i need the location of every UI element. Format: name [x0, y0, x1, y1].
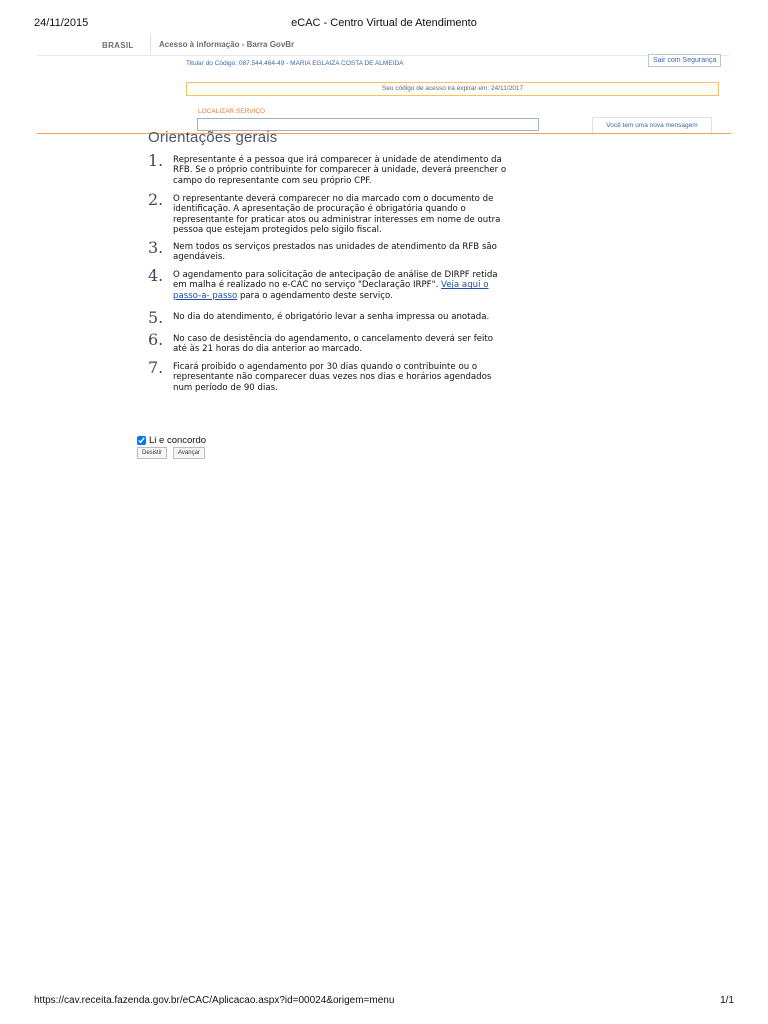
gov-bar-divider	[150, 34, 151, 54]
access-expiry-notice: Seu código de acesso irá expirar em: 24/11/2017	[186, 82, 719, 96]
agree-label: Li e concordo	[149, 435, 207, 446]
list-item-number: 2.	[148, 190, 164, 209]
agree-field[interactable]	[137, 435, 206, 446]
search-label: LOCALIZAR SERVIÇO	[198, 108, 266, 115]
print-page-number: 1/1	[720, 995, 734, 1006]
print-page-title: eCAC - Centro Virtual de Atendimento	[291, 17, 477, 29]
gov-acesso-link[interactable]: Acesso à informação - Barra GovBr	[159, 40, 295, 49]
list-item-number: 6.	[148, 330, 164, 349]
agree-checkbox[interactable]	[137, 436, 146, 445]
list-item-text: No dia do atendimento, é obrigatório levar a senha impressa ou anotada.	[173, 312, 490, 322]
list-item-number: 3.	[148, 238, 164, 257]
list-item-text-start: O agendamento para solicitação de antecipação de análise de DIRPF retida em malha é realizado no e-CAC no serviço "Declaração IRPF".	[173, 270, 498, 291]
list-item-text: O representante deverá comparecer no dia marcado com o documento de identificação. A apresentação de procuração é obrigatória quando o representante for praticar atos ou administrar interesses em nome de outra pessoa que estejam protegidos pelo sigilo fiscal.	[173, 194, 501, 236]
desistir-button[interactable]: Desistir	[137, 447, 167, 459]
list-item-text-end: para o agendamento deste serviço.	[237, 290, 393, 301]
list-item-number: 5.	[148, 308, 164, 327]
list-item-number: 1.	[148, 151, 164, 170]
gov-bar	[37, 33, 729, 56]
passo-a-passo-link[interactable]: Veja aqui o passo-a- passo	[173, 280, 489, 301]
list-item-text: Ficará proibido o agendamento por 30 dias quando o contribuinte ou o representante não comparecer duas vezes nos dias e horários agendados num período de 90 dias.	[173, 362, 492, 393]
avancar-button[interactable]: Avançar	[173, 447, 205, 459]
logout-button[interactable]: Sair com Segurança	[648, 54, 721, 67]
list-item-number: 4.	[148, 266, 164, 285]
gov-brasil-link[interactable]: BRASIL	[102, 41, 134, 50]
new-message-link[interactable]: Você tem uma nova mensagem	[592, 117, 712, 134]
list-item-text: Representante é a pessoa que irá comparecer à unidade de atendimento da RFB. Se o próprio contribuinte for comparecer à unidade, deverá preencher o campo do representante com seu próprio CPF.	[173, 155, 507, 186]
header-divider	[37, 133, 731, 134]
list-item-number: 7.	[148, 358, 164, 377]
user-titular-info: Titular do Código: 087.544.464-49 - MARIA EGLAIZA COSTA DE ALMEIDA	[186, 60, 404, 67]
page-title: Orientações gerais	[148, 129, 278, 146]
print-date: 24/11/2015	[34, 17, 89, 29]
print-url: https://cav.receita.fazenda.gov.br/eCAC/Aplicacao.aspx?id=00024&origem=menu	[34, 995, 395, 1006]
list-item-text	[173, 270, 509, 301]
list-item-text: No caso de desistência do agendamento, o cancelamento deverá ser feito até às 21 horas do dia anterior ao marcado.	[173, 334, 494, 355]
list-item-text: Nem todos os serviços prestados nas unidades de atendimento da RFB são agendáveis.	[173, 242, 497, 263]
